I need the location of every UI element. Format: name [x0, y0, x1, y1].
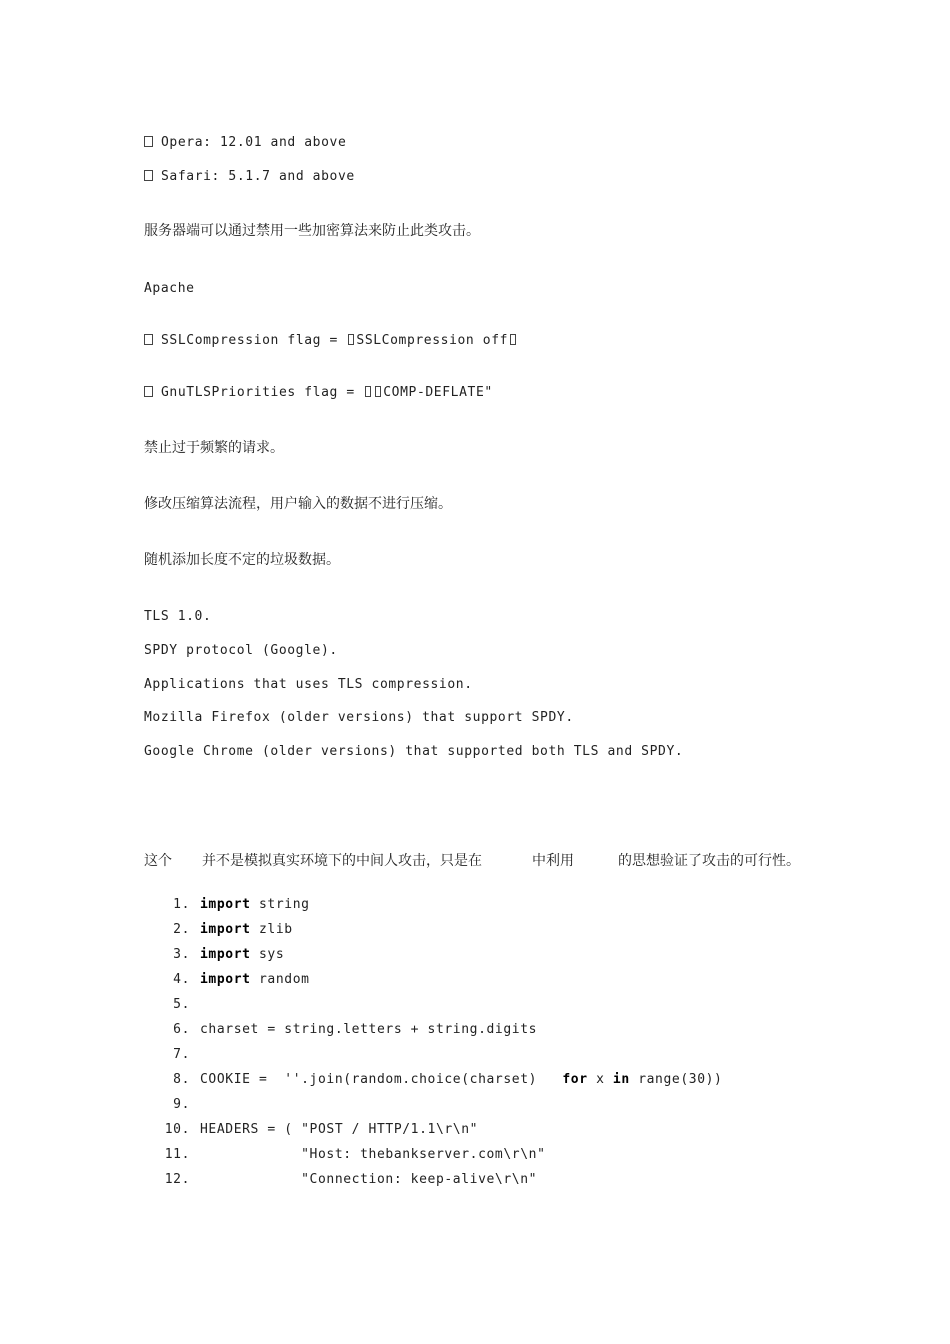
mitigation-item: 禁止过于频繁的请求。 — [144, 440, 284, 456]
line-number: 10. — [164, 1122, 190, 1137]
code-line — [144, 921, 293, 939]
flag-value: COMP-DEFLATE" — [383, 385, 493, 400]
mitigation-item: 随机添加长度不定的垃圾数据。 — [144, 552, 340, 568]
code-text: COOKIE = ''.join(random.choice(charset) — [200, 1072, 563, 1087]
code-keyword: import — [200, 972, 251, 987]
affected-item: TLS 1.0. — [144, 609, 212, 624]
code-line — [144, 1171, 537, 1189]
line-number: 1. — [173, 897, 190, 912]
bullet-box-icon — [144, 334, 153, 345]
affected-item: Google Chrome (older versions) that supported both TLS and SPDY. — [144, 744, 684, 759]
quote-box-icon — [510, 334, 516, 345]
bullet-box-icon — [144, 386, 153, 397]
code-line — [144, 896, 310, 914]
poc-sentence — [144, 852, 800, 870]
server-note: 服务器端可以通过禁用一些加密算法来防止此类攻击。 — [144, 223, 480, 239]
apache-heading: Apache — [144, 281, 195, 296]
code-text: range(30)) — [629, 1072, 723, 1087]
poc-part: 这个 — [144, 853, 172, 869]
line-number: 8. — [173, 1072, 190, 1087]
bullet-box-icon — [144, 170, 153, 181]
code-text: charset = string.letters + string.digits — [200, 1022, 538, 1037]
code-text: zlib — [250, 922, 293, 937]
line-number: 12. — [164, 1172, 190, 1187]
line-number: 7. — [173, 1047, 190, 1062]
browser-item-opera — [144, 134, 346, 152]
code-keyword: import — [200, 897, 251, 912]
line-number: 3. — [173, 947, 190, 962]
poc-part: 并不是模拟真实环境下的中间人攻击，只是在 — [202, 853, 482, 869]
code-line — [144, 996, 200, 1014]
flag-value: SSLCompression off — [356, 333, 509, 348]
affected-item: SPDY protocol (Google). — [144, 643, 338, 658]
affected-item: Applications that uses TLS compression. — [144, 677, 473, 692]
line-number: 5. — [173, 997, 190, 1012]
poc-part: 中利用 — [532, 853, 574, 869]
code-line — [144, 971, 310, 989]
affected-item: Mozilla Firefox (older versions) that support SPDY. — [144, 710, 574, 725]
line-number: 9. — [173, 1097, 190, 1112]
mitigation-item: 修改压缩算法流程，用户输入的数据不进行压缩。 — [144, 496, 452, 512]
code-line — [144, 1096, 200, 1114]
quote-box-icon — [348, 334, 354, 345]
browser-label: Safari: 5.1.7 and above — [161, 169, 355, 184]
code-keyword: import — [200, 922, 251, 937]
code-line — [144, 1146, 546, 1164]
code-text: string — [250, 897, 310, 912]
quote-box-icon — [375, 386, 381, 397]
code-text: "Connection: keep-alive\r\n" — [200, 1172, 538, 1187]
code-text: x — [587, 1072, 613, 1087]
code-keyword: for — [562, 1072, 588, 1087]
code-text: "Host: thebankserver.com\r\n" — [200, 1147, 546, 1162]
apache-flag-sslcompression — [144, 332, 518, 350]
apache-flag-gnutls — [144, 384, 493, 402]
flag-prefix: SSLCompression flag = — [161, 333, 347, 348]
code-line — [144, 1121, 478, 1139]
line-number: 4. — [173, 972, 190, 987]
browser-label: Opera: 12.01 and above — [161, 135, 347, 150]
code-text: sys — [250, 947, 285, 962]
bullet-box-icon — [144, 136, 153, 147]
quote-box-icon — [365, 386, 371, 397]
code-line — [144, 1071, 722, 1089]
code-line — [144, 946, 284, 964]
poc-part: 的思想验证了攻击的可行性。 — [618, 853, 800, 869]
browser-item-safari — [144, 168, 355, 186]
code-keyword: in — [612, 1072, 630, 1087]
code-line — [144, 1021, 537, 1039]
line-number: 11. — [164, 1147, 190, 1162]
code-line — [144, 1046, 200, 1064]
code-text: random — [250, 972, 310, 987]
flag-prefix: GnuTLSPriorities flag = — [161, 385, 364, 400]
line-number: 2. — [173, 922, 190, 937]
code-keyword: import — [200, 947, 251, 962]
line-number: 6. — [173, 1022, 190, 1037]
code-text: HEADERS = ( "POST / HTTP/1.1\r\n" — [200, 1122, 479, 1137]
